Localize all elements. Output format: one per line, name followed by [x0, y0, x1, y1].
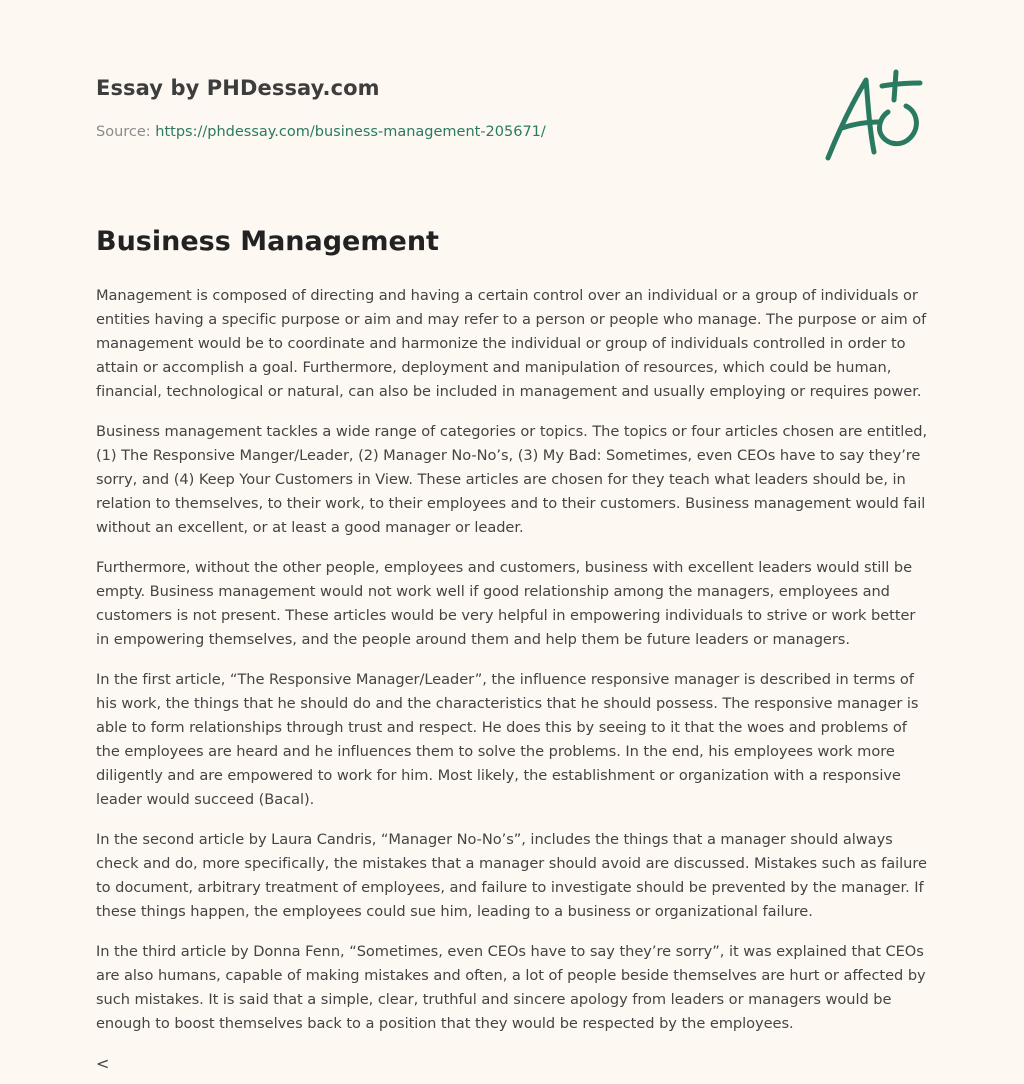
page-header [96, 0, 928, 200]
a-plus-logo-icon [822, 66, 926, 166]
paragraph: Management is composed of directing and having a certain control over an individual or a group of individuals or entities having a specific purpose or aim and may refer to a person or people who manage. The purpose or aim of management would be to coordinate and harmonize the individual or group of individuals controlled in order to attain or accomplish a goal. Furthermore, deployment and manipulation of resources, which could be human, financial, technological or natural, can also be included in management and usually employing or requires power. [96, 287, 927, 400]
site-title: Essay by PHDessay.com [96, 76, 380, 100]
essay-body [96, 284, 932, 1052]
paragraph: In the first article, “The Responsive Manager/Leader”, the influence responsive manager is described in terms of his work, the things that he should do and the characteristics that he should possess. The responsive manager is able to form relationships through trust and respect. He does this by seeing to it that the woes and problems of the employees are heard and he influences them to solve the problems. In the end, his employees work more diligently and are empowered to work for him. Most likely, the establishment or organization with a responsive leader would succeed (Bacal). [96, 671, 919, 808]
source-line [96, 124, 546, 140]
source-link[interactable]: https://phdessay.com/business-management-205671/ [155, 124, 546, 140]
source-label: Source: [96, 124, 151, 140]
essay-page [96, 0, 928, 1073]
paragraph: Furthermore, without the other people, employees and customers, business with excellent leaders would still be empty. Business management would not work well if good relationship among the managers, employees and customers is not present. These articles would be very helpful in empowering individuals to strive or work better in empowering themselves, and the people around them and help them be future leaders or managers. [96, 559, 916, 648]
previous-page-button[interactable]: < [96, 1054, 110, 1073]
document-title: Business Management [96, 226, 439, 257]
paragraph: In the second article by Laura Candris, “Manager No-No’s”, includes the things that a manager should always check and do, more specifically, the mistakes that a manager should avoid are discussed. Mistakes such as failure to document, arbitrary treatment of employees, and failure to investigate should be prevented by the manager. If these things happen, the employees could sue him, leading to a business or organizational failure. [96, 831, 927, 920]
paragraph: In the third article by Donna Fenn, “Sometimes, even CEOs have to say they’re sorry”, it was explained that CEOs are also humans, capable of making mistakes and often, a lot of people beside themselves are hurt or affected by such mistakes. It is said that a simple, clear, truthful and sincere apology from leaders or managers would be enough to boost themselves back to a position that they would be respected by the employees. [96, 943, 926, 1032]
paragraph: Business management tackles a wide range of categories or topics. The topics or four articles chosen are entitled, (1) The Responsive Manger/Leader, (2) Manager No-No’s, (3) My Bad: Sometimes, even CEOs have to say they’re sorry, and (4) Keep Your Customers in View. These articles are chosen for they teach what leaders should be, in relation to themselves, to their work, to their employees and to their customers. Business management would fail without an excellent, or at least a good manager or leader. [96, 423, 928, 536]
